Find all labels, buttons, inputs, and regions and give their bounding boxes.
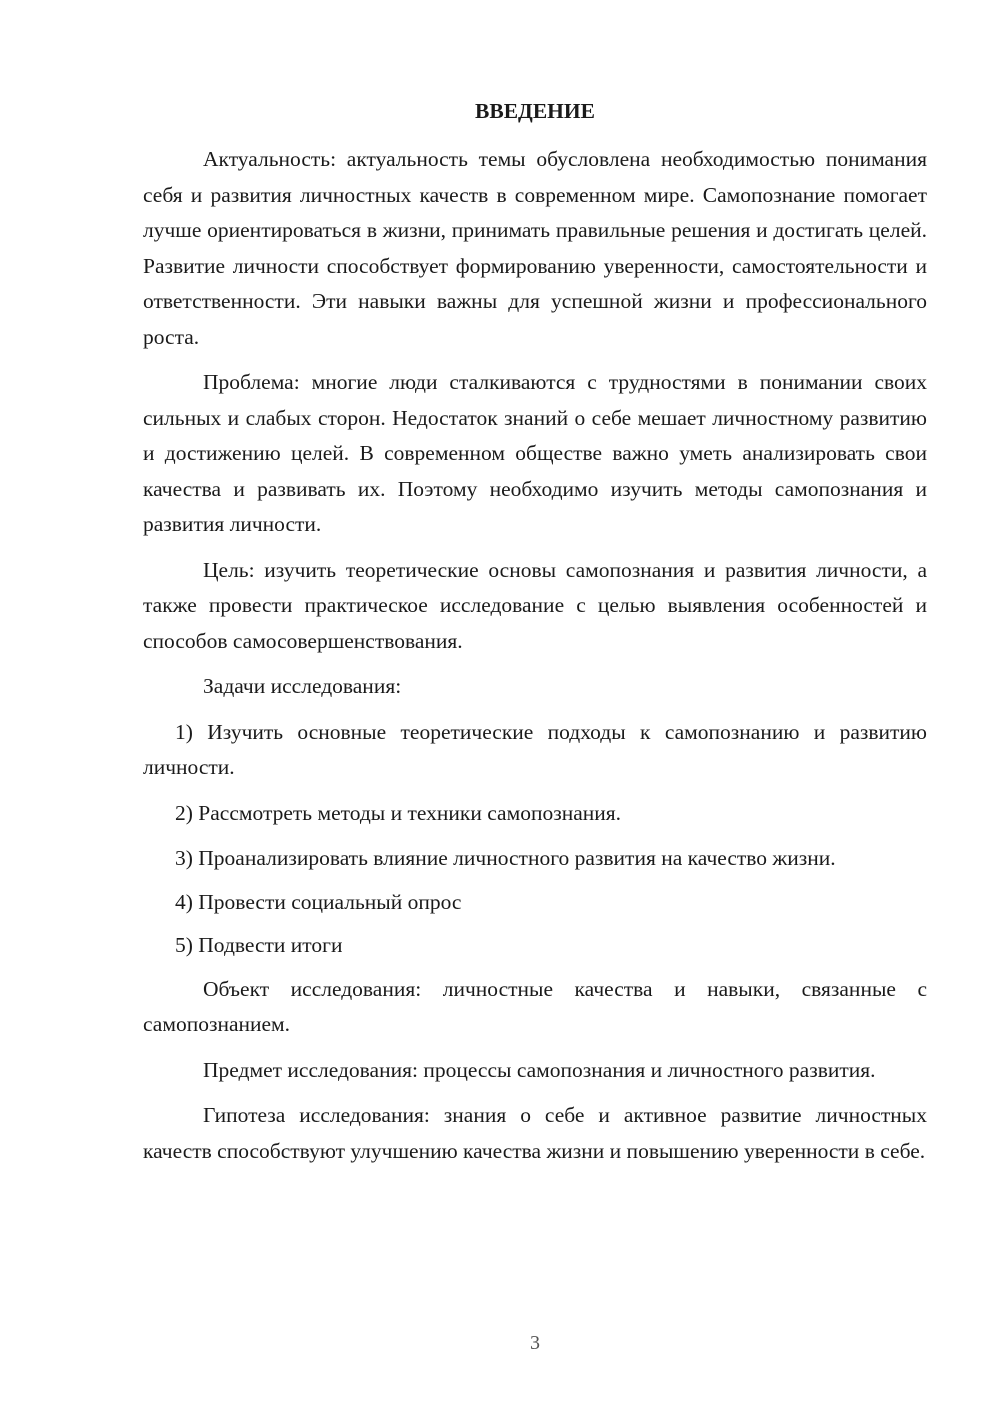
page-number: 3 [530, 1332, 540, 1354]
task-item-3: 3) Проанализировать влияние личностного развития на качество жизни. [175, 846, 836, 870]
section-title: ВВЕДЕНИЕ [475, 99, 595, 123]
document-body [143, 94, 927, 1169]
paragraph-problem: Проблема: многие люди сталкиваются с трудностями в понимании своих сильных и слабых сторон. Недостаток знаний о себе мешает личностному развитию и достижению целей. В современном обществе важно уметь анализировать свои качества и развивать их. Поэтому необходимо изучить методы самопознания и развития личности. [143, 370, 927, 536]
task-item-4: 4) Провести социальный опрос [175, 889, 462, 914]
tasks-heading: Задачи исследования: [203, 674, 402, 698]
task-item-1: 1) Изучить основные теоретические подходы к самопознанию и развитию личности. [143, 719, 927, 779]
paragraph-relevance: Актуальность: актуальность темы обусловлена необходимостью понимания себя и развития личностных качеств в современном мире. Самопознание помогает лучше ориентироваться в жизни, принимать правильные решения и достигать целей. Развитие личности способствует формированию уверенности, самостоятельности и ответственности. Эти навыки важны для успешной жизни и профессионального роста. [143, 147, 927, 349]
paragraph-goal: Цель: изучить теоретические основы самопознания и развития личности, а также провести практическое исследование с целью выявления особенностей и способов самосовершенствования. [143, 557, 927, 653]
task-item-5: 5) Подвести итоги [175, 933, 343, 957]
paragraph-subject: Предмет исследования: процессы самопознания и личностного развития. [203, 1057, 876, 1082]
paragraph-object: Объект исследования: личностные качества и навыки, связанные с самопознанием. [143, 976, 927, 1036]
paragraph-hypothesis: Гипотеза исследования: знания о себе и активное развитие личностных качеств способствуют улучшению качества жизни и повышению уверенности в себе. [143, 1103, 927, 1163]
task-item-2: 2) Рассмотреть методы и техники самопознания. [175, 800, 622, 825]
